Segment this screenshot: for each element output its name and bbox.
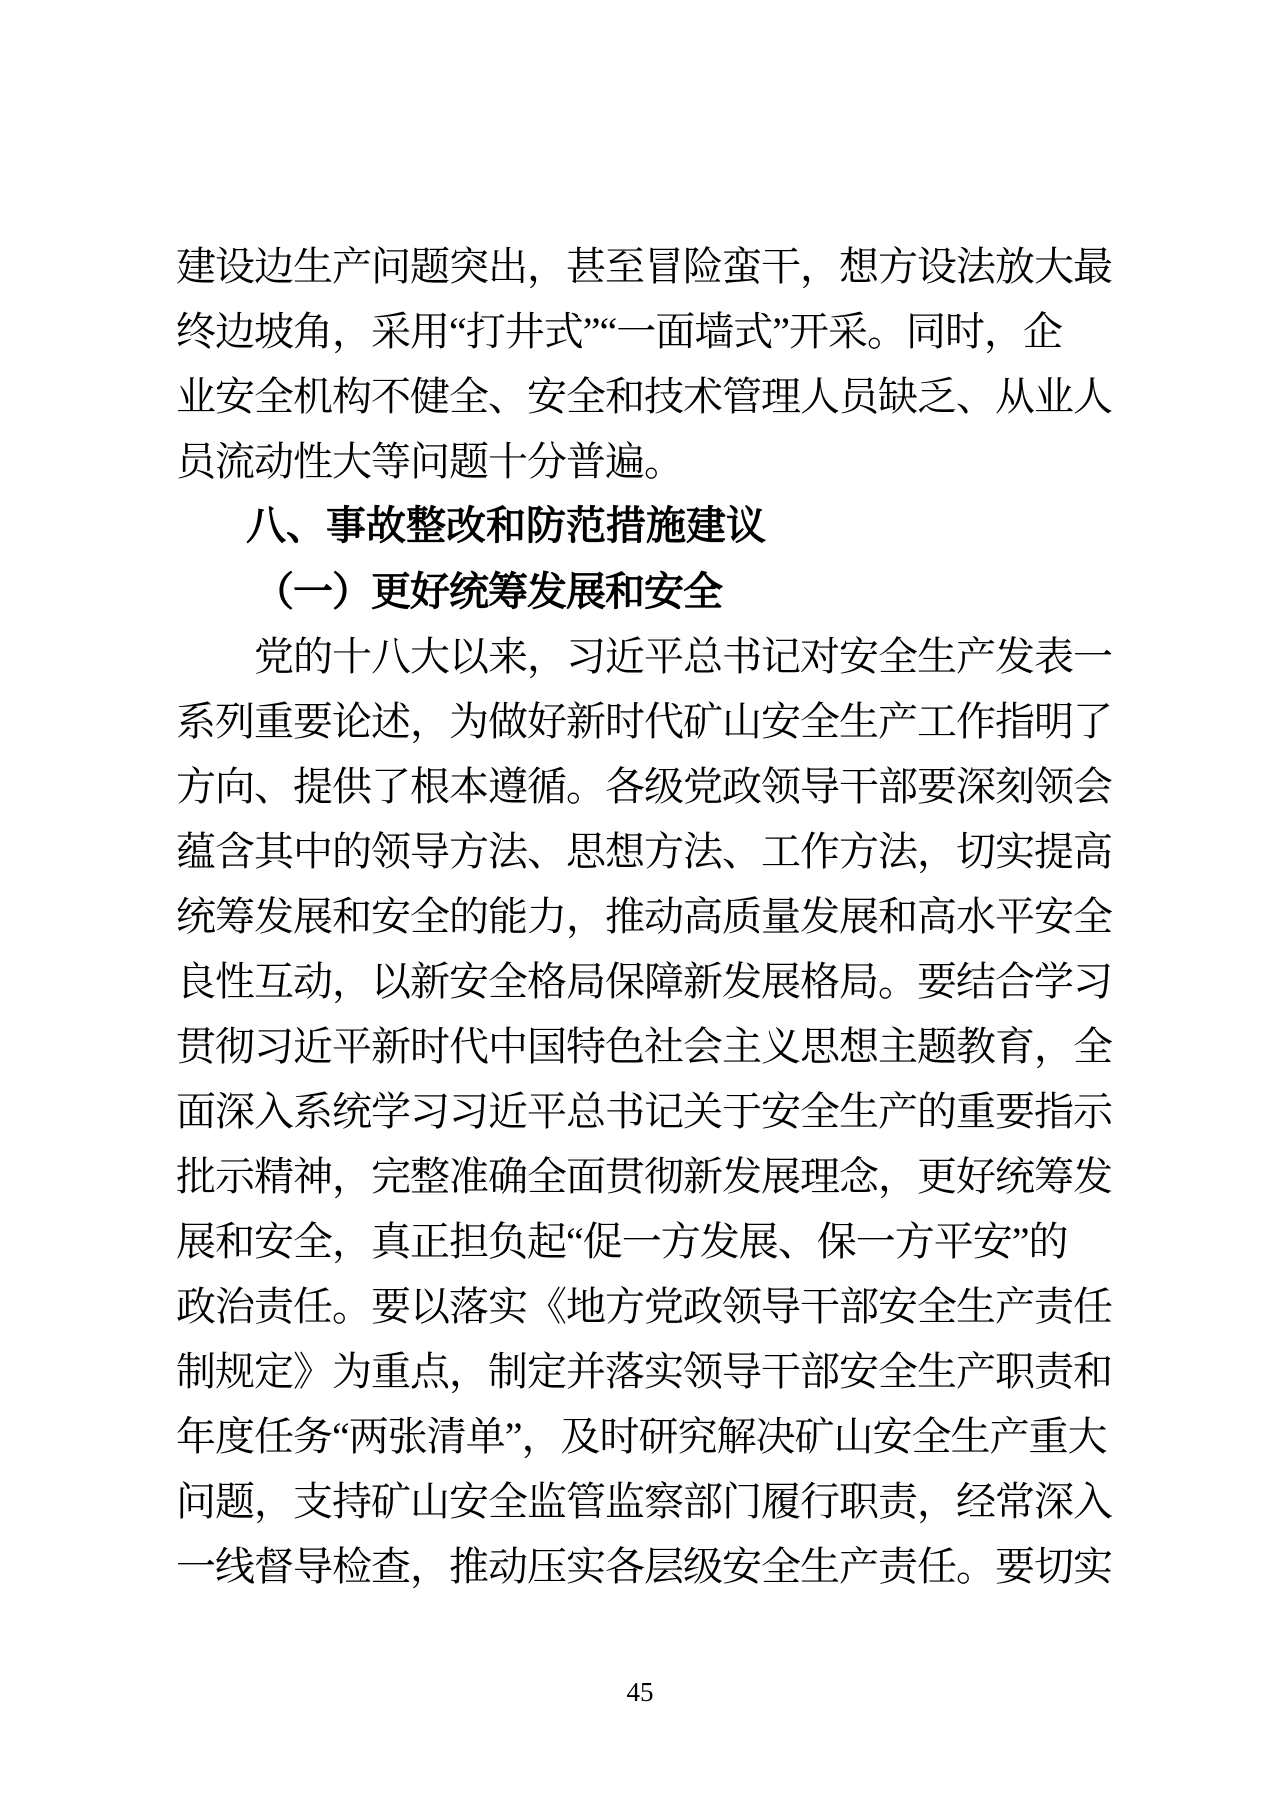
body-line: 年度任务“两张清单”，及时研究解决矿山安全生产重大 xyxy=(176,1414,1107,1459)
body-line: 问题，支持矿山安全监管监察部门履行职责，经常深入 xyxy=(176,1479,1112,1524)
body-line: 终边坡角，采用“打井式”“一面墙式”开采。同时，企 xyxy=(176,309,1063,354)
body-line: 系列重要论述，为做好新时代矿山安全生产工作指明了 xyxy=(176,699,1112,744)
body-line: 良性互动，以新安全格局保障新发展格局。要结合学习 xyxy=(176,959,1112,1004)
body-line: 展和安全，真正担负起“促一方发展、保一方平安”的 xyxy=(176,1219,1068,1264)
section-heading: 八、事故整改和防范措施建议 xyxy=(246,504,766,548)
body-line: 制规定》为重点，制定并落实领导干部安全生产职责和 xyxy=(176,1349,1112,1394)
body-line: 面深入系统学习习近平总书记关于安全生产的重要指示 xyxy=(176,1089,1112,1134)
body-line: 业安全机构不健全、安全和技术管理人员缺乏、从业人 xyxy=(176,374,1112,419)
body-line: 批示精神，完整准确全面贯彻新发展理念，更好统筹发 xyxy=(176,1154,1112,1199)
body-line: 政治责任。要以落实《地方党政领导干部安全生产责任 xyxy=(176,1284,1112,1329)
body-line: 员流动性大等问题十分普遍。 xyxy=(176,439,683,484)
body-line: 一线督导检查，推动压实各层级安全生产责任。要切实 xyxy=(176,1544,1112,1589)
body-line: 贯彻习近平新时代中国特色社会主义思想主题教育，全 xyxy=(176,1024,1112,1069)
body-line: 方向、提供了根本遵循。各级党政领导干部要深刻领会 xyxy=(176,764,1112,809)
subsection-heading: （一）更好统筹发展和安全 xyxy=(254,569,722,614)
body-line: 蕴含其中的领导方法、思想方法、工作方法，切实提高 xyxy=(176,829,1112,874)
body-line: 统筹发展和安全的能力，推动高质量发展和高水平安全 xyxy=(176,894,1112,939)
page-number: 45 xyxy=(626,1677,654,1707)
document-text-block xyxy=(176,234,1140,1599)
body-line: 党的十八大以来，习近平总书记对安全生产发表一 xyxy=(254,634,1112,679)
body-line: 建设边生产问题突出，甚至冒险蛮干，想方设法放大最 xyxy=(176,244,1112,289)
